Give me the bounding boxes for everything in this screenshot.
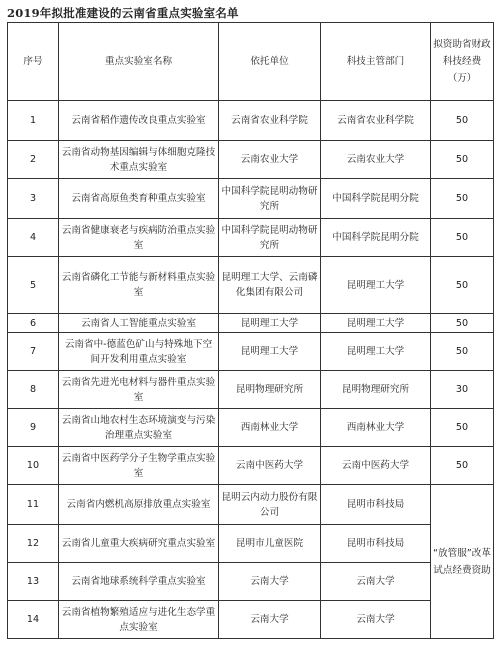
page-title: 2019年拟批准建设的云南省重点实验室名单 xyxy=(7,6,239,20)
row-host-unit: 西南林业大学 xyxy=(219,409,321,447)
table-row xyxy=(8,601,494,639)
row-host-unit: 昆明理工大学 xyxy=(219,333,321,371)
row-dept: 中国科学院昆明分院 xyxy=(321,179,431,219)
row-funds: 50 xyxy=(431,333,494,371)
row-lab-name: 云南省高原鱼类育种重点实验室 xyxy=(59,179,219,219)
row-host-unit: 云南中医药大学 xyxy=(219,447,321,485)
table-row xyxy=(8,141,494,179)
row-dept: 昆明物理研究所 xyxy=(321,371,431,409)
header-host-unit: 依托单位 xyxy=(219,23,321,101)
row-funds: 50 xyxy=(431,179,494,219)
row-lab-name: 云南省人工智能重点实验室 xyxy=(59,314,219,333)
table-row xyxy=(8,485,494,525)
table-row xyxy=(8,179,494,219)
row-host-unit: 昆明理工大学、云南磷化集团有限公司 xyxy=(219,257,321,314)
row-dept: 昆明理工大学 xyxy=(321,333,431,371)
merged-funds-note: “放管服”改革试点经费资助 xyxy=(431,485,494,639)
row-lab-name: 云南省中-德蓝色矿山与特殊地下空间开发利用重点实验室 xyxy=(59,333,219,371)
row-host-unit: 云南大学 xyxy=(219,601,321,639)
row-host-unit: 昆明物理研究所 xyxy=(219,371,321,409)
row-host-unit: 云南农业大学 xyxy=(219,141,321,179)
row-funds: 30 xyxy=(431,371,494,409)
row-funds: 50 xyxy=(431,101,494,141)
table-row xyxy=(8,563,494,601)
row-seq: 5 xyxy=(8,257,59,314)
table-row xyxy=(8,371,494,409)
row-lab-name: 云南省磷化工节能与新材料重点实验室 xyxy=(59,257,219,314)
row-lab-name: 云南省儿童重大疾病研究重点实验室 xyxy=(59,525,219,563)
row-host-unit: 昆明理工大学 xyxy=(219,314,321,333)
row-seq: 10 xyxy=(8,447,59,485)
row-funds: 50 xyxy=(431,141,494,179)
row-host-unit: 云南大学 xyxy=(219,563,321,601)
row-lab-name: 云南省先进光电材料与器件重点实验室 xyxy=(59,371,219,409)
row-dept: 云南大学 xyxy=(321,601,431,639)
lab-list-table xyxy=(7,22,494,639)
row-seq: 9 xyxy=(8,409,59,447)
row-lab-name: 云南省稻作遗传改良重点实验室 xyxy=(59,101,219,141)
table-row xyxy=(8,314,494,333)
row-lab-name: 云南省内燃机高原排放重点实验室 xyxy=(59,485,219,525)
row-lab-name: 云南省地球系统科学重点实验室 xyxy=(59,563,219,601)
header-seq: 序号 xyxy=(8,23,59,101)
table-row xyxy=(8,257,494,314)
row-funds: 50 xyxy=(431,314,494,333)
header-dept: 科技主管部门 xyxy=(321,23,431,101)
row-lab-name: 云南省山地农村生态环境演变与污染治理重点实验室 xyxy=(59,409,219,447)
row-seq: 12 xyxy=(8,525,59,563)
row-host-unit: 中国科学院昆明动物研究所 xyxy=(219,179,321,219)
table-row xyxy=(8,409,494,447)
row-seq: 11 xyxy=(8,485,59,525)
row-funds: 50 xyxy=(431,257,494,314)
row-dept: 昆明市科技局 xyxy=(321,485,431,525)
row-seq: 13 xyxy=(8,563,59,601)
row-lab-name: 云南省植物繁殖适应与进化生态学重点实验室 xyxy=(59,601,219,639)
header-funds: 拟资助省财政科技经费（万） xyxy=(431,23,494,101)
row-host-unit: 中国科学院昆明动物研究所 xyxy=(219,219,321,257)
row-dept: 西南林业大学 xyxy=(321,409,431,447)
table-row xyxy=(8,333,494,371)
row-dept: 云南中医药大学 xyxy=(321,447,431,485)
row-funds: 50 xyxy=(431,219,494,257)
row-seq: 4 xyxy=(8,219,59,257)
row-seq: 1 xyxy=(8,101,59,141)
row-funds: 50 xyxy=(431,409,494,447)
table-row xyxy=(8,219,494,257)
row-seq: 6 xyxy=(8,314,59,333)
row-dept: 中国科学院昆明分院 xyxy=(321,219,431,257)
row-lab-name: 云南省动物基因编辑与体细胞克隆技术重点实验室 xyxy=(59,141,219,179)
row-lab-name: 云南省健康衰老与疾病防治重点实验室 xyxy=(59,219,219,257)
row-dept: 云南省农业科学院 xyxy=(321,101,431,141)
row-dept: 云南大学 xyxy=(321,563,431,601)
row-dept: 昆明理工大学 xyxy=(321,257,431,314)
row-host-unit: 云南省农业科学院 xyxy=(219,101,321,141)
row-seq: 14 xyxy=(8,601,59,639)
row-seq: 8 xyxy=(8,371,59,409)
row-dept: 昆明理工大学 xyxy=(321,314,431,333)
table-row xyxy=(8,447,494,485)
row-seq: 7 xyxy=(8,333,59,371)
row-dept: 云南农业大学 xyxy=(321,141,431,179)
row-funds: 50 xyxy=(431,447,494,485)
header-lab-name: 重点实验室名称 xyxy=(59,23,219,101)
row-seq: 2 xyxy=(8,141,59,179)
row-host-unit: 昆明云内动力股份有限公司 xyxy=(219,485,321,525)
table-row xyxy=(8,101,494,141)
row-seq: 3 xyxy=(8,179,59,219)
row-lab-name: 云南省中医药学分子生物学重点实验室 xyxy=(59,447,219,485)
table-row xyxy=(8,525,494,563)
row-host-unit: 昆明市儿童医院 xyxy=(219,525,321,563)
row-dept: 昆明市科技局 xyxy=(321,525,431,563)
